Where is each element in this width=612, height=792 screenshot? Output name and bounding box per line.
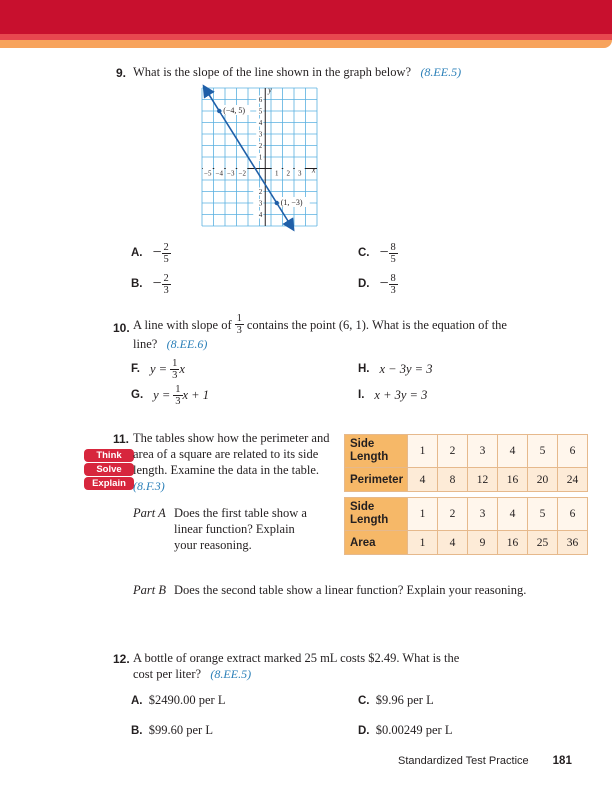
q9-option-b[interactable] — [131, 271, 171, 297]
option-label: H. — [358, 363, 370, 375]
option-label: C. — [358, 247, 370, 259]
table-cell: 3 — [468, 435, 498, 468]
x-tick-label: 1 — [275, 169, 279, 178]
fraction: $\frac{2}{3}$ — [163, 272, 169, 296]
table-cell: 1 — [408, 498, 438, 531]
q12-line2: cost per liter? — [133, 667, 202, 681]
point-2-label: (1, −3) — [280, 198, 303, 207]
x-tick-label: −3 — [227, 169, 235, 178]
q10-slope-fraction: $\frac{1}{3}$ — [236, 313, 242, 336]
table-cell: 8 — [438, 468, 468, 492]
row-header: Side Length — [345, 435, 408, 468]
table-cell: 25 — [528, 531, 558, 555]
badge-solve: Solve — [84, 463, 134, 476]
y-tick-label: 3 — [258, 199, 263, 208]
table-cell: 4 — [498, 435, 528, 468]
q12-text — [133, 650, 553, 682]
part-a-line: linear function? Explain — [174, 522, 295, 536]
option-expression: x − 3y = 3 — [379, 361, 433, 376]
badge-explain: Explain — [84, 477, 134, 490]
y-axis-label: y — [268, 85, 272, 95]
q11-line: area of a square are related to its side — [133, 447, 319, 461]
part-a-line: your reasoning. — [174, 538, 252, 552]
table-cell: 16 — [498, 468, 528, 492]
part-a-text — [174, 505, 344, 553]
q9-option-c[interactable] — [358, 240, 398, 266]
option-label: B. — [131, 725, 143, 737]
option-lhs: y = — [149, 361, 168, 376]
part-b-text: Does the second table show a linear function? Explain your reasoning. — [174, 583, 527, 597]
y-tick-label: 5 — [258, 107, 263, 116]
q12-number: 12. — [113, 652, 130, 666]
q11-line: The tables show how the perimeter and — [133, 431, 330, 445]
q12-option-a[interactable] — [131, 692, 225, 709]
row-header: Area — [345, 531, 408, 555]
option-label: I. — [358, 389, 365, 401]
x-tick-label: 3 — [298, 169, 302, 178]
option-expression: x + 3y = 3 — [374, 387, 428, 402]
table-cell: 3 — [468, 498, 498, 531]
q10-option-f[interactable] — [131, 356, 185, 382]
row-header: Side Length — [345, 498, 408, 531]
y-tick-label: 2 — [258, 142, 263, 150]
think-solve-explain-badge — [84, 449, 134, 491]
footer-title: Standardized Test Practice — [398, 755, 529, 767]
option-label: D. — [358, 278, 370, 290]
fraction: $\frac{8}{5}$ — [390, 241, 396, 265]
fraction: $\frac{2}{5}$ — [163, 241, 169, 265]
q11-text — [133, 430, 348, 494]
table-row — [345, 435, 588, 468]
q10-standard: (8.EE.6) — [166, 337, 208, 351]
q9-standard: (8.EE.5) — [420, 65, 462, 79]
y-tick-label: 3 — [258, 130, 263, 139]
fraction: $\frac{1}{3}$ — [175, 383, 181, 407]
x-tick-label: 2 — [286, 169, 290, 178]
point-1 — [217, 109, 221, 113]
q10-text-c: line? — [133, 337, 158, 351]
q12-option-b[interactable] — [131, 722, 213, 739]
option-tail: x — [179, 361, 185, 376]
y-tick-label: 4 — [258, 119, 263, 127]
q9-text — [133, 64, 553, 80]
table-cell: 1 — [408, 531, 438, 555]
badge-think: Think — [84, 449, 134, 462]
fraction: $\frac{8}{3}$ — [390, 272, 396, 296]
q11-number: 11. — [113, 432, 130, 446]
minus-sign: − — [152, 244, 162, 261]
option-lhs: y = — [153, 387, 171, 402]
table-cell: 9 — [468, 531, 498, 555]
minus-sign: − — [152, 275, 162, 292]
option-tail: x + 1 — [182, 387, 209, 402]
point-1-label: (−4, 5) — [223, 106, 246, 115]
y-tick-label: 4 — [258, 211, 263, 219]
q10-text — [133, 313, 553, 352]
page-number: 181 — [552, 755, 572, 767]
option-label: A. — [131, 247, 143, 259]
table-cell: 16 — [498, 531, 528, 555]
q9-question: What is the slope of the line shown in the graph below? — [133, 65, 412, 79]
q9-option-a[interactable] — [131, 240, 171, 266]
option-label: A. — [131, 695, 143, 707]
part-b-label: Part B — [133, 583, 166, 597]
minus-sign: − — [379, 275, 389, 292]
perimeter-table — [344, 434, 588, 492]
q10-number: 10. — [113, 321, 130, 335]
q10-text-a: A line with slope of — [133, 317, 232, 332]
part-a-label: Part A — [133, 506, 166, 520]
table-row — [345, 498, 588, 531]
q9-number: 9. — [116, 66, 127, 80]
q12-standard: (8.EE.5) — [210, 667, 252, 681]
q10-text-b: contains the point (6, 1). What is the equation of the — [246, 317, 507, 332]
option-label: G. — [131, 389, 144, 401]
row-header: Perimeter — [345, 468, 408, 492]
table-cell: 36 — [558, 531, 588, 555]
option-text: $99.60 per L — [148, 723, 213, 737]
fraction: $\frac{1}{3}$ — [172, 357, 178, 381]
table-cell: 5 — [528, 498, 558, 531]
table-cell: 20 — [528, 468, 558, 492]
q9-option-d[interactable] — [358, 271, 398, 297]
table-cell: 5 — [528, 435, 558, 468]
footer — [398, 755, 572, 767]
x-tick-label: −5 — [204, 169, 212, 178]
area-table — [344, 497, 588, 555]
q12-option-d[interactable] — [358, 722, 452, 739]
x-axis-label: x — [311, 165, 316, 175]
table-row — [345, 531, 588, 555]
table-cell: 12 — [468, 468, 498, 492]
table-cell: 1 — [408, 435, 438, 468]
table-cell: 4 — [438, 531, 468, 555]
q10-option-i[interactable] — [358, 382, 427, 408]
q12-line1: A bottle of orange extract marked 25 mL costs $2.49. What is the — [133, 651, 460, 665]
option-label: B. — [131, 278, 143, 290]
part-a-line: Does the first table show a — [174, 506, 307, 520]
option-label: D. — [358, 725, 370, 737]
x-tick-label: −4 — [215, 169, 223, 178]
x-tick-label: −2 — [238, 169, 246, 178]
table-cell: 24 — [558, 468, 588, 492]
table-row — [345, 468, 588, 492]
point-2 — [275, 201, 279, 205]
option-text: $0.00249 per L — [375, 723, 453, 737]
top-banner — [0, 0, 612, 50]
q12-option-c[interactable] — [358, 692, 434, 709]
y-tick-label: 6 — [258, 96, 263, 104]
option-label: C. — [358, 695, 370, 707]
q11-standard: (8.F.3) — [133, 479, 165, 493]
table-cell: 4 — [498, 498, 528, 531]
minus-sign: − — [379, 244, 389, 261]
option-label: F. — [131, 363, 140, 375]
q10-option-h[interactable] — [358, 356, 432, 382]
table-cell: 2 — [438, 498, 468, 531]
q10-option-g[interactable] — [131, 382, 209, 408]
y-tick-label: 1 — [258, 153, 263, 162]
q11-line: length. Examine the data in the table. — [133, 463, 320, 477]
table-cell: 2 — [438, 435, 468, 468]
y-tick-label: 2 — [258, 188, 263, 196]
table-cell: 4 — [408, 468, 438, 492]
q9-graph — [194, 84, 330, 238]
option-text: $9.96 per L — [375, 693, 434, 707]
table-cell: 6 — [558, 435, 588, 468]
option-text: $2490.00 per L — [148, 693, 226, 707]
table-cell: 6 — [558, 498, 588, 531]
